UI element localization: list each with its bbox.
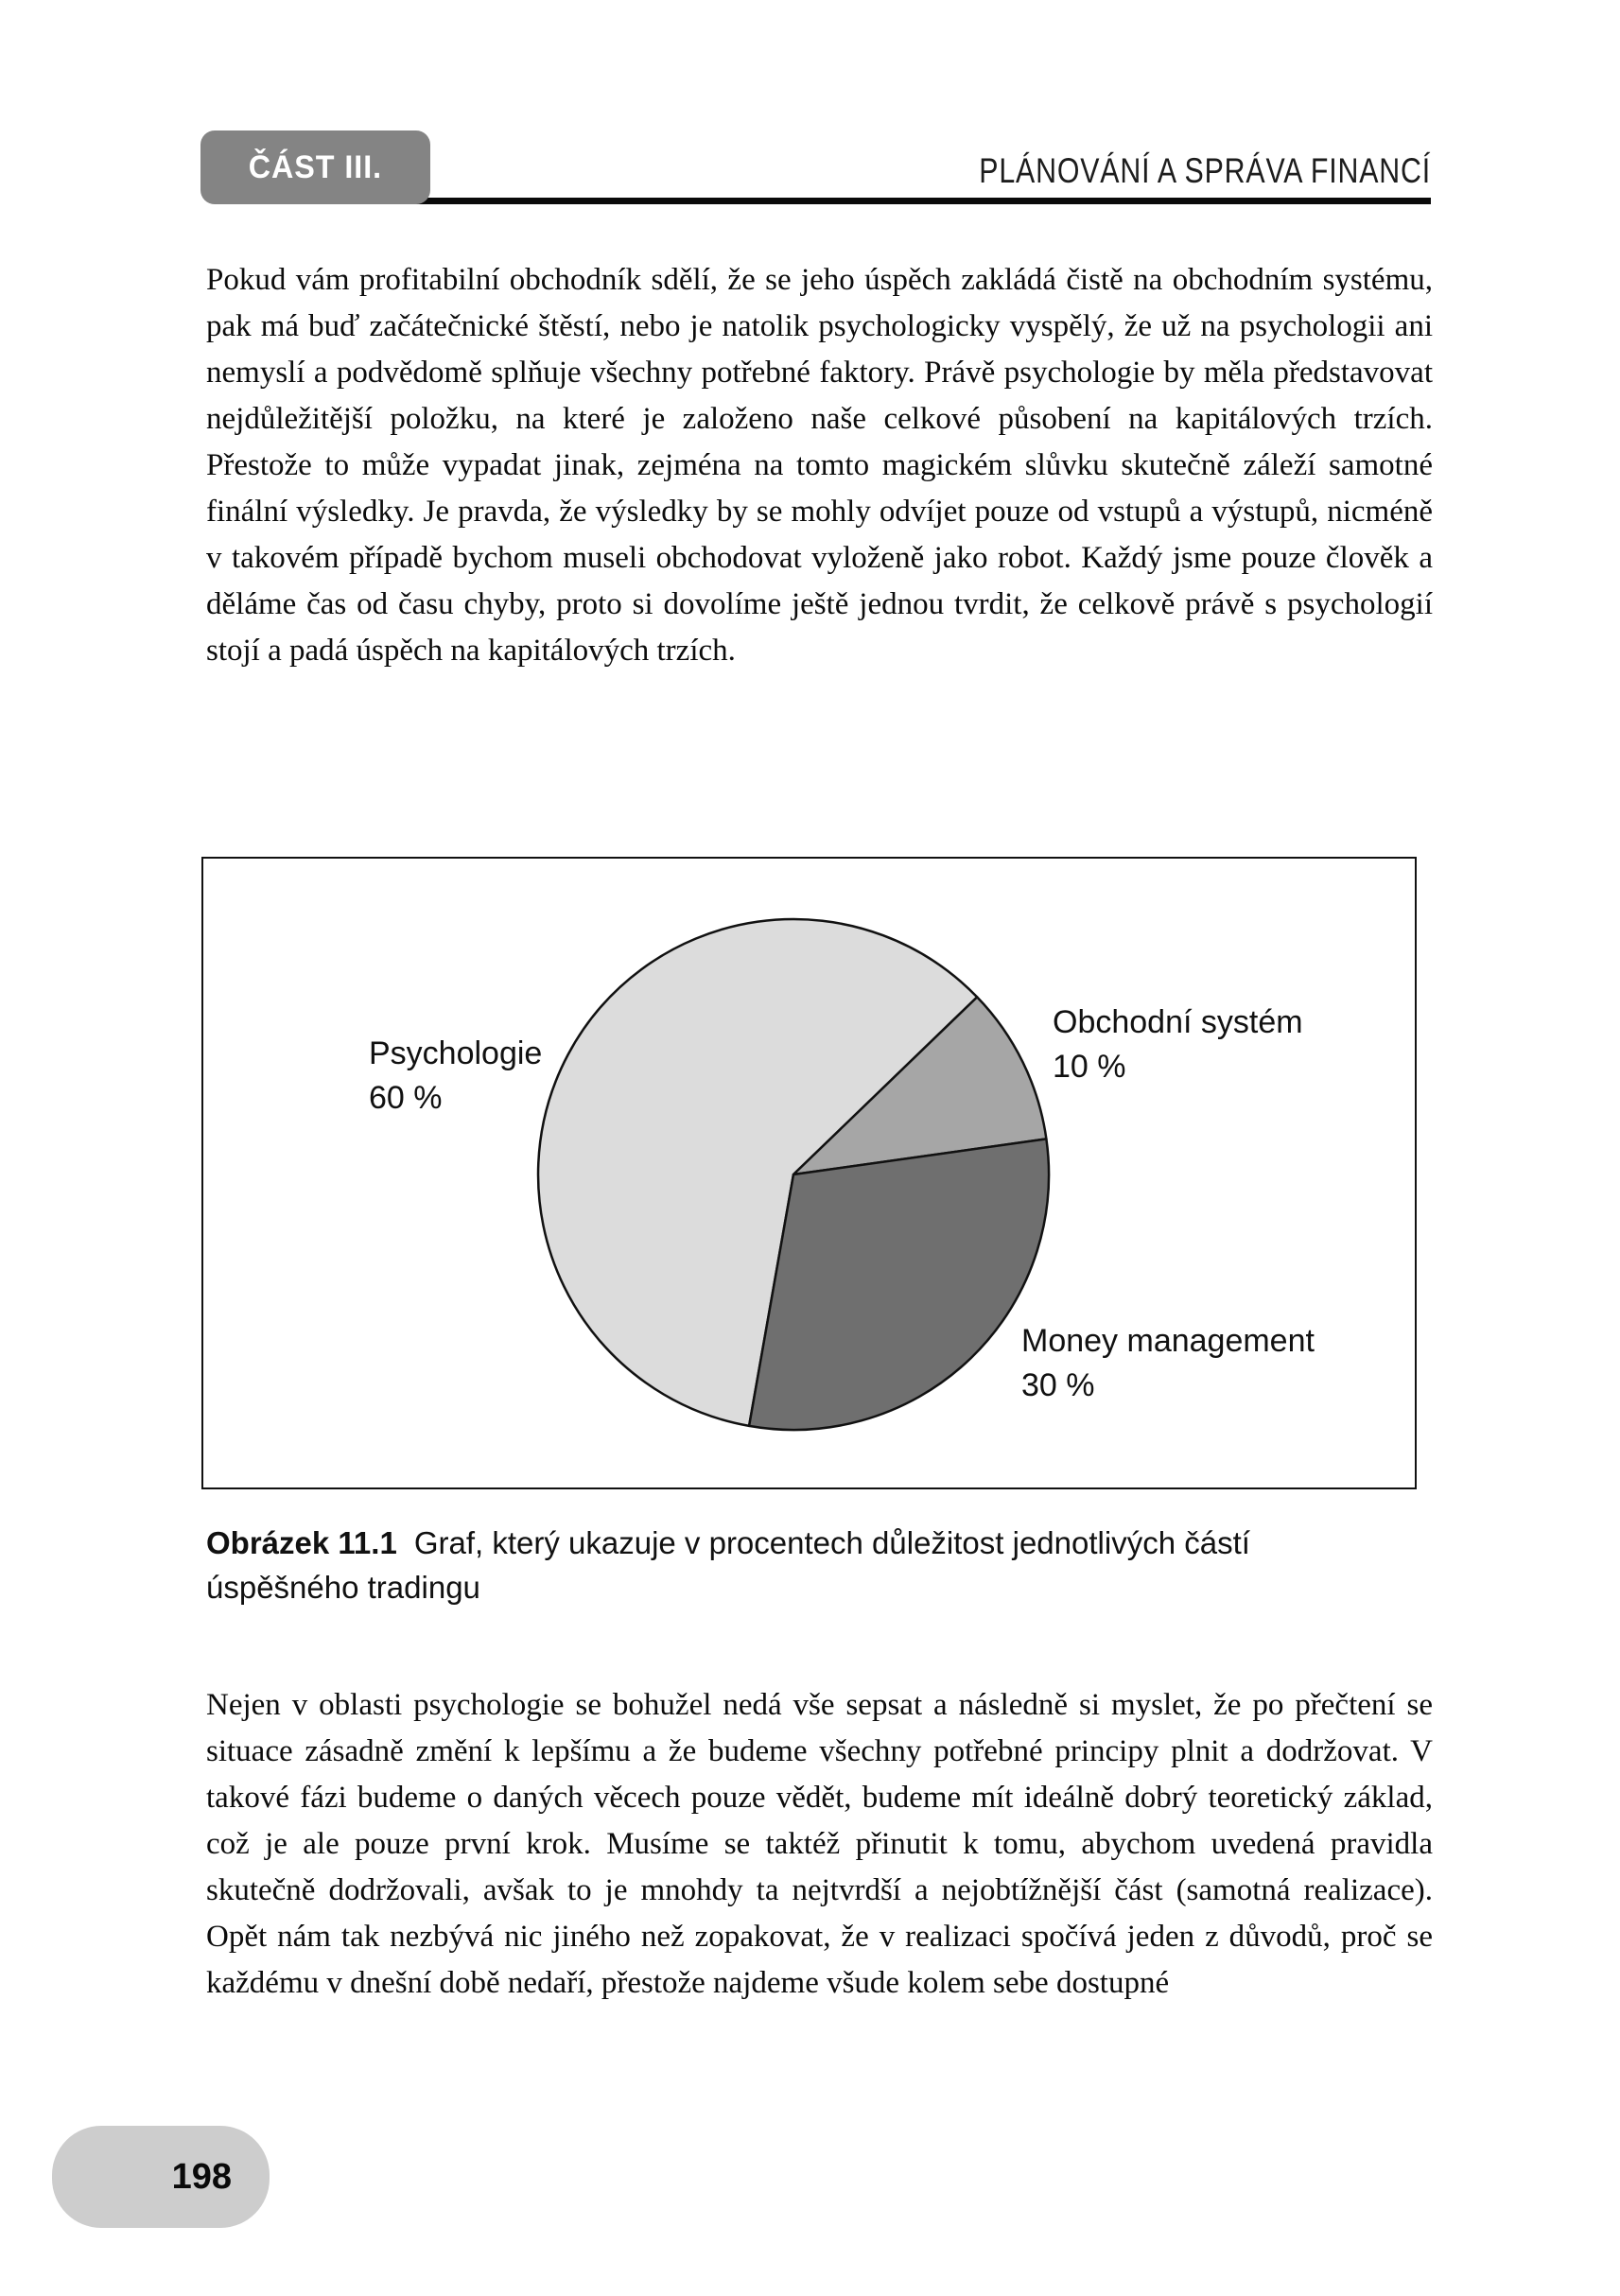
figure-box bbox=[201, 857, 1417, 1489]
pie-label-psychologie bbox=[369, 1032, 542, 1121]
paragraph-1: Pokud vám profitabilní obchodník sdělí, že se jeho úspěch zakládá čistě na obchodním systému, pak má buď začátečnické štěstí, nebo je natolik psychologicky vyspělý, že už na psychologii ani nemyslí a podvědomě splňuje všechny potřebné faktory. Právě psychologie by měla představovat nejdůležitější položku, na které je založeno naše celkové působení na kapitálových trzích. Přestože to může vypadat jinak, zejména na tomto magickém slůvku skutečně záleží samotné finální výsledky. Je pravda, že výsledky by se mohly odvíjet pouze od vstupů a výstupů, nicméně v takovém případě bychom museli obchodovat vyloženě jako robot. Každý jsme pouze člověk a děláme čas od času chyby, proto si dovolíme ještě jednou tvrdit, že celkově právě s psychologií stojí a padá úspěch na kapitálových trzích. bbox=[206, 263, 1433, 668]
pie-label-money-management bbox=[1021, 1319, 1315, 1408]
figure-caption-label: Obrázek 11.1 bbox=[206, 1525, 397, 1560]
pie-label-value: 10 % bbox=[1053, 1049, 1126, 1085]
section-title: PLÁNOVÁNÍ A SPRÁVA FINANCÍ bbox=[979, 151, 1431, 190]
pie-slice-2 bbox=[749, 1139, 1049, 1430]
paragraph-2: Nejen v oblasti psychologie se bohužel nedá vše sepsat a následně si myslet, že po přečtení se situace zásadně změní k lepšímu a že budeme všechny potřebné principy plnit a dodržovat. V takové fázi budeme o daných věcech pouze vědět, budeme mít ideálně dobrý teoretický základ, což je ale pouze první krok. Musíme se taktéž přinutit k tomu, abychom uvedená pravidla skutečně dodržovali, avšak to je mnohdy ta nejtvrdší a nejobtížnější část (samotná realizace). Opět nám tak nezbývá nic jiného než zopakovat, že v realizaci spočívá jeden z důvodů, proč se každému v dnešní době nedaří, přestože najdeme všude kolem sebe dostupné bbox=[206, 1688, 1433, 2000]
pie-label-obchodni-system bbox=[1053, 1000, 1303, 1089]
pie-label-name: Money management bbox=[1021, 1323, 1315, 1359]
page-number-pill bbox=[52, 2126, 270, 2228]
page-number: 198 bbox=[171, 2156, 232, 2197]
pie-label-value: 60 % bbox=[369, 1080, 443, 1116]
part-tab bbox=[200, 130, 430, 204]
pie-label-value: 30 % bbox=[1021, 1367, 1095, 1403]
figure-caption-text: Graf, který ukazuje v procentech důležitost jednotlivých částí úspěšného tradingu bbox=[206, 1525, 1250, 1605]
pie-label-name: Obchodní systém bbox=[1053, 1004, 1303, 1040]
header-rule bbox=[322, 198, 1431, 204]
pie-label-name: Psychologie bbox=[369, 1035, 543, 1071]
part-label: ČÁST III. bbox=[248, 148, 383, 185]
figure-caption bbox=[206, 1521, 1341, 1609]
